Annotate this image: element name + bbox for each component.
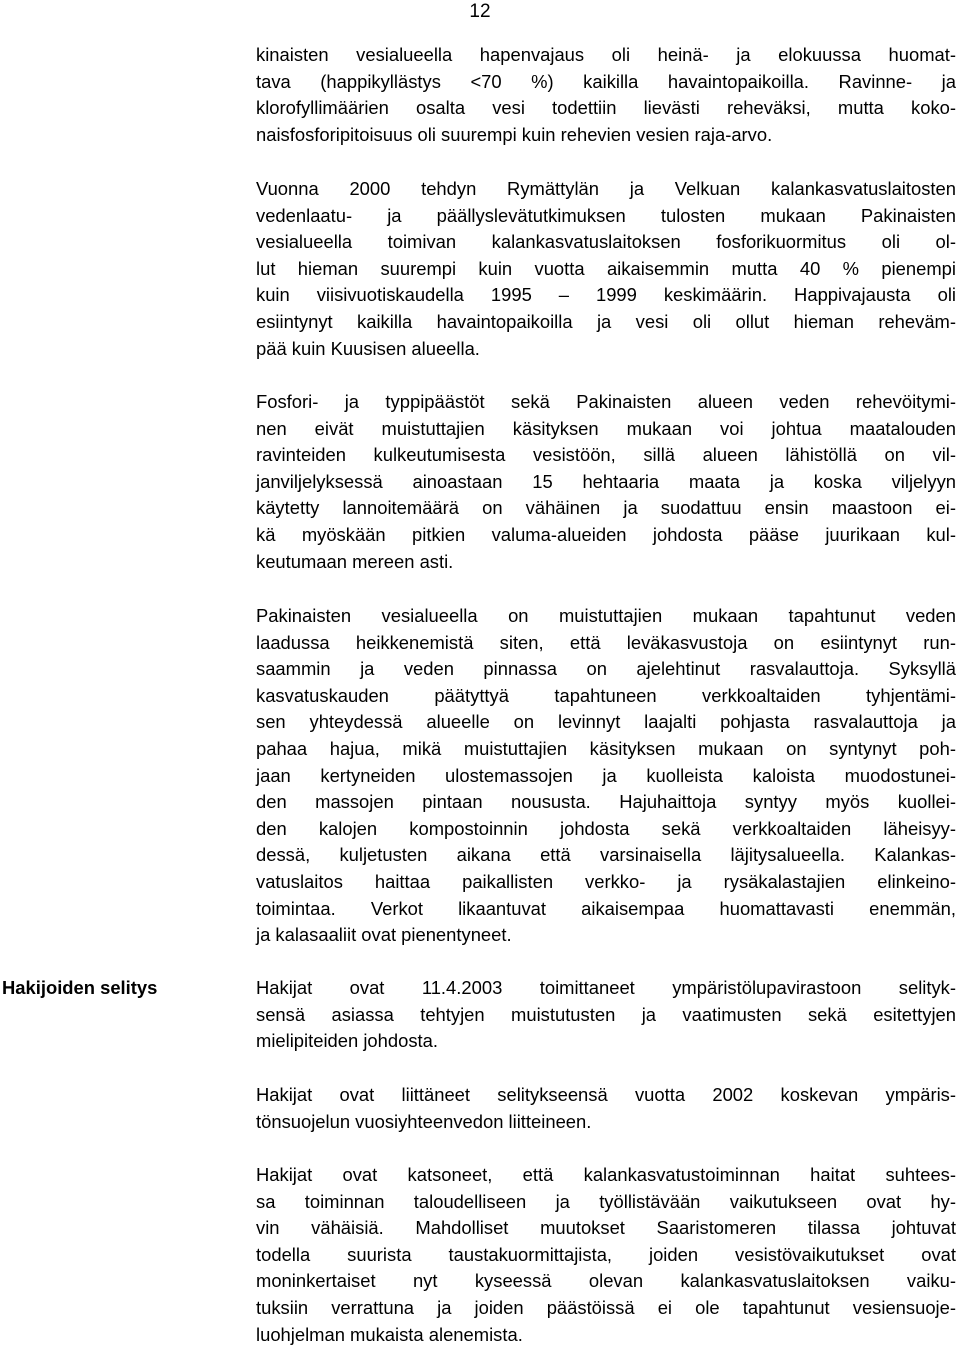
- text-line: Fosfori- ja typpipäästöt sekä Pakinaisten alueen veden rehevöitymi-: [256, 391, 956, 412]
- text-line: käytetty lannoitemäärä on vähäinen ja suodattuu ensin maastoon ei-: [256, 497, 956, 519]
- paragraph-water-quality-summary: [256, 42, 956, 148]
- text-line: laadussa heikkenemistä siten, että leväkasvustoja on esiintynyt run-: [256, 631, 956, 653]
- text-line: mielipiteiden johdosta.: [256, 1030, 438, 1052]
- page-number: 12: [469, 1, 491, 22]
- text-line: saammin ja veden pinnassa on ajelehtinut rasvalauttoja. Syksyllä: [256, 658, 956, 680]
- paragraph-annual-summary: [256, 1082, 956, 1135]
- text-line: den massojen pintaan noususta. Hajuhaittoja syntyy myös kuollei-: [256, 791, 956, 813]
- text-line: kinaisten vesialueella hapenvajaus oli heinä- ja elokuussa huomat-: [256, 44, 956, 65]
- text-line: naisfosforipitoisuus oli suurempi kuin rehevien vesien raja-arvo.: [256, 123, 773, 145]
- text-line: keutumaan mereen asti.: [256, 550, 454, 572]
- text-line: Hakijat ovat katsoneet, että kalankasvatustoiminnan haitat suhtees-: [256, 1164, 956, 1185]
- text-line: todella suurista taustakuormittajista, joiden vesistövaikutukset ovat: [256, 1243, 956, 1265]
- text-line: pahaa hajua, mikä muistuttajien käsityksen mukaan on syntynyt poh-: [256, 737, 956, 759]
- text-line: tönsuojelun vuosiyhteenvedon liitteineen.: [256, 1110, 592, 1132]
- text-line: moninkertaiset nyt kyseessä olevan kalankasvatuslaitoksen vaiku-: [256, 1270, 956, 1292]
- text-line: sa toiminnan taloudelliseen ja työllistävään vaikutukseen ovat hy-: [256, 1190, 956, 1212]
- text-line: sensä asiassa tehtyjen muistutusten ja vaatimusten sekä esitettyjen: [256, 1003, 956, 1025]
- text-line: sen yhteydessä alueelle on levinnyt laajalti pohjasta rasvalauttoja ja: [256, 711, 956, 733]
- text-line: toimintaa. Verkot likaantuvat aikaisempaa huomattavasti enemmän,: [256, 897, 956, 919]
- text-line: vatuslaitos haittaa paikallisten verkko- ja rysäkalastajien elinkeino-: [256, 870, 956, 892]
- text-line: Hakijat ovat liittäneet selitykseensä vuotta 2002 koskevan ympäris-: [256, 1084, 956, 1105]
- paragraph-impact-assessment: [256, 1162, 956, 1348]
- text-line: jaan kertyneiden ulostemassojen ja kuolleista kaloista muodostunei-: [256, 764, 956, 786]
- text-line: dessä, kuljetusten aikana että varsinaisella läjitysalueella. Kalankas-: [256, 844, 956, 866]
- text-line: Vuonna 2000 tehdyn Rymättylän ja Velkuan kalankasvatuslaitosten: [256, 178, 956, 199]
- paragraph-water-quality-decline: [256, 603, 956, 949]
- text-line: kuin viisivuotiskaudella 1995 – 1999 keskimäärin. Happivajausta oli: [256, 284, 956, 306]
- text-line: kasvatuskauden päätyttyä tapahtuneen verkkoaltaiden tyhjentämi-: [256, 684, 956, 706]
- text-line: esiintynyt kaikilla havaintopaikoilla ja vesi oli ollut hieman reheväm-: [256, 310, 956, 332]
- text-line: lut hieman suurempi kuin vuotta aikaisemmin mutta 40 % pienempi: [256, 257, 956, 279]
- text-line: tava (happikyllästys <70 %) kaikilla havaintopaikoilla. Ravinne- ja: [256, 70, 956, 92]
- text-line: Pakinaisten vesialueella on muistuttajien mukaan tapahtunut veden: [256, 605, 956, 626]
- text-line: ja kalasaaliit ovat pienentyneet.: [256, 924, 512, 946]
- section-heading-hakijoiden-selitys: Hakijoiden selitys: [2, 977, 158, 998]
- text-line: kä myöskään pitkien valuma-alueiden johdosta pääse juurikaan kul-: [256, 523, 956, 545]
- text-line: luohjelman mukaista alenemista.: [256, 1323, 523, 1345]
- text-line: Hakijat ovat 11.4.2003 toimittaneet ympäristölupavirastoon selityk-: [256, 977, 956, 998]
- text-line: janviljelyksessä ainoastaan 15 hehtaaria maata ja koska viljelyyn: [256, 470, 956, 492]
- paragraph-emissions: [256, 389, 956, 575]
- text-line: vesialueella toimivan kalankasvatuslaitoksen fosforikuormitus oli ol-: [256, 231, 956, 253]
- paragraph-2000-study: [256, 176, 956, 362]
- text-line: den kalojen kompostoinnin johdosta sekä verkkoaltaiden läheisyy-: [256, 817, 956, 839]
- text-line: vedenlaatu- ja päällyslevätutkimuksen tulosten mukaan Pakinaisten: [256, 204, 956, 226]
- paragraph-applicants-response: [256, 975, 956, 1055]
- text-line: vin vähäisiä. Mahdolliset muutokset Saaristomeren tilassa johtuvat: [256, 1217, 956, 1239]
- text-line: tuksiin verrattuna ja joiden päästöissä ei ole tapahtunut vesiensuoje-: [256, 1296, 956, 1318]
- text-line: pää kuin Kuusisen alueella.: [256, 337, 480, 359]
- text-line: ravinteiden kulkeutumisesta vesistöön, sillä alueen lähistöllä on vil-: [256, 444, 956, 466]
- text-line: nen eivät muistuttajien käsityksen mukaan voi johtua maatalouden: [256, 417, 956, 439]
- text-line: klorofyllimäärien osalta vesi todettiin lievästi reheväksi, mutta koko-: [256, 97, 956, 119]
